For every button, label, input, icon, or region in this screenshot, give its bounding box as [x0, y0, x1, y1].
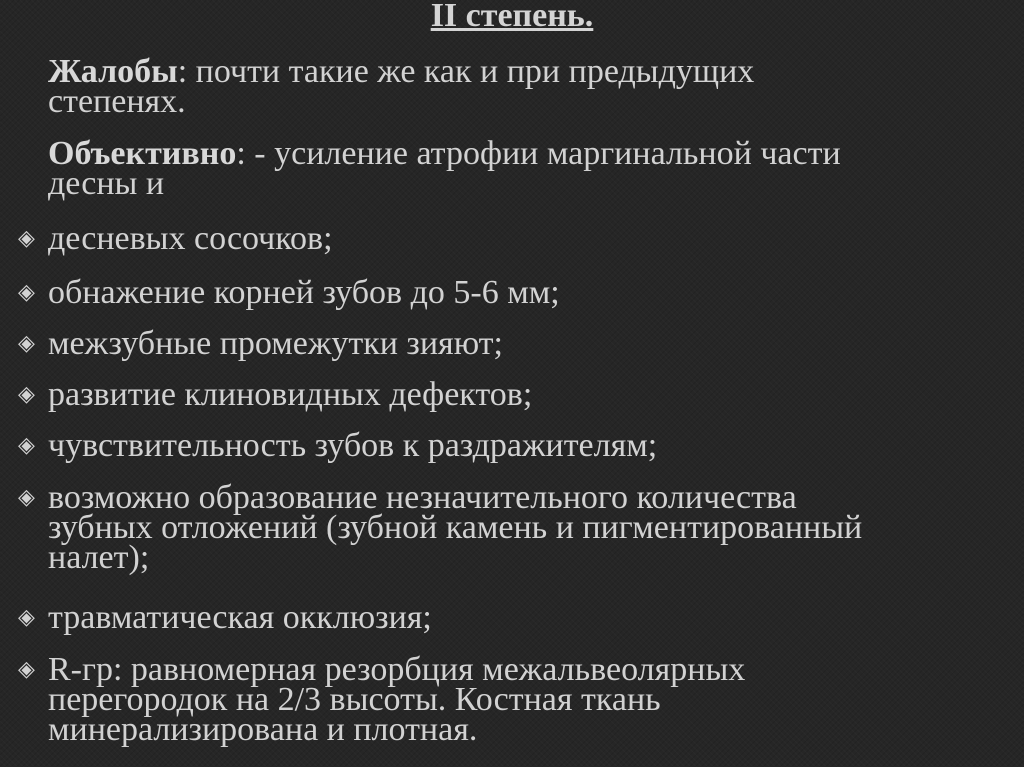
objective-text: : - усиление атрофии маргинальной части десны и [48, 135, 841, 202]
list-item-text: межзубные промежутки зияют; [48, 325, 503, 362]
list-item-text: обнажение корней зубов до 5-6 мм; [48, 274, 560, 311]
complaints-text: : почти такие же как и при предыдущих степенях. [48, 53, 755, 120]
diamond-bullet-icon: ◈ [18, 485, 35, 510]
diamond-bullet-icon: ◈ [18, 433, 35, 458]
diamond-bullet-icon: ◈ [18, 605, 35, 630]
list-item [18, 274, 1008, 311]
list-item-text: возможно образование незначительного количества зубных отложений (зубной камень и пигментированный налет); [48, 479, 863, 576]
diamond-bullet-icon: ◈ [18, 657, 35, 682]
diamond-bullet-icon: ◈ [18, 280, 35, 305]
list-item-text: травматическая окклюзия; [48, 599, 432, 636]
list-item [18, 479, 1008, 576]
list-item [18, 651, 1008, 748]
diamond-bullet-icon: ◈ [18, 382, 35, 407]
diamond-bullet-icon: ◈ [18, 331, 35, 356]
list-item-text: чувствительность зубов к раздражителям; [48, 427, 658, 464]
slide-title: II степень. [430, 0, 594, 34]
objective-paragraph [48, 135, 1012, 202]
list-item [18, 427, 1008, 464]
list-item [18, 599, 1008, 636]
list-item [18, 220, 1008, 257]
complaints-paragraph [48, 53, 1012, 120]
list-item-text: десневых сосочков; [48, 220, 333, 257]
list-item-text: R-гр: равномерная резорбция межальвеолярных перегородок на 2/3 высоты. Костная ткань минерализирована и плотная. [48, 651, 746, 748]
diamond-bullet-icon: ◈ [18, 226, 35, 251]
list-item [18, 376, 1008, 413]
list-item-text: развитие клиновидных дефектов; [48, 376, 533, 413]
list-item [18, 325, 1008, 362]
objective-label: Объективно [48, 135, 237, 172]
complaints-label: Жалобы [48, 53, 178, 90]
